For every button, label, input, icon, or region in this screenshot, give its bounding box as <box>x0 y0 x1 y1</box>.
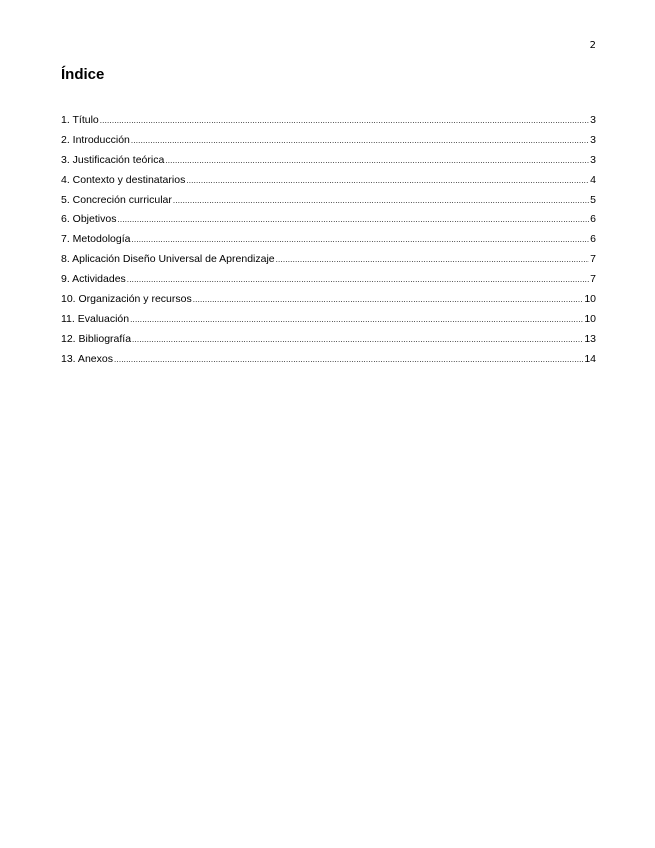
toc-dot-leader <box>173 191 589 211</box>
toc-entry-diseno-universal[interactable] <box>61 250 596 270</box>
toc-entry-page: 13 <box>584 332 596 345</box>
toc-dot-leader <box>117 210 589 230</box>
toc-entry-page: 5 <box>590 193 596 206</box>
toc-dot-leader <box>276 250 590 270</box>
toc-dot-leader <box>165 151 589 171</box>
toc-entry-label: 9. Actividades <box>61 273 126 286</box>
toc-dot-leader <box>131 131 589 151</box>
toc-entry-page: 7 <box>590 273 596 286</box>
toc-entry-actividades[interactable] <box>61 270 596 290</box>
toc-entry-page: 6 <box>590 233 596 246</box>
toc-entry-page: 10 <box>584 293 596 306</box>
toc-dot-leader <box>130 310 583 330</box>
toc-entry-label: 10. Organización y recursos <box>61 293 192 306</box>
toc-title: Índice <box>61 66 105 83</box>
toc-entry-titulo[interactable] <box>61 111 596 131</box>
toc-entry-introduccion[interactable] <box>61 131 596 151</box>
toc-dot-leader <box>132 330 583 350</box>
toc-entry-label: 8. Aplicación Diseño Universal de Aprendizaje <box>61 253 275 266</box>
toc-entry-metodologia[interactable] <box>61 230 596 250</box>
toc-entry-organizacion[interactable] <box>61 290 596 310</box>
toc-entry-evaluacion[interactable] <box>61 310 596 330</box>
toc-entry-label: 13. Anexos <box>61 352 113 365</box>
toc-entry-objetivos[interactable] <box>61 210 596 230</box>
toc-entry-label: 1. Título <box>61 114 99 126</box>
toc-entry-page: 3 <box>590 133 596 146</box>
toc-dot-leader <box>193 290 584 310</box>
toc-entry-page: 14 <box>584 352 596 365</box>
toc-dot-leader <box>127 270 589 290</box>
toc-entry-concrecion[interactable] <box>61 191 596 211</box>
table-of-contents <box>61 111 596 370</box>
toc-entry-label: 7. Metodología <box>61 233 131 246</box>
toc-entry-label: 11. Evaluación <box>61 312 130 325</box>
toc-entry-label: 5. Concreción curricular <box>61 193 172 206</box>
toc-entry-page: 4 <box>590 173 596 186</box>
toc-entry-label: 3. Justificación teórica <box>61 153 165 166</box>
toc-entry-label: 4. Contexto y destinatarios <box>61 173 186 186</box>
toc-entry-bibliografia[interactable] <box>61 330 596 350</box>
toc-entry-page: 3 <box>590 114 596 126</box>
toc-dot-leader <box>131 230 589 250</box>
toc-entry-page: 3 <box>590 153 596 166</box>
toc-entry-label: 6. Objetivos <box>61 213 117 226</box>
toc-dot-leader <box>114 350 583 370</box>
page-number: 2 <box>589 40 596 51</box>
toc-entry-label: 12. Bibliografía <box>61 332 132 345</box>
toc-entry-label: 2. Introducción <box>61 133 130 146</box>
toc-entry-page: 6 <box>590 213 596 226</box>
toc-entry-page: 7 <box>590 253 596 266</box>
toc-dot-leader <box>186 171 589 191</box>
toc-entry-justificacion[interactable] <box>61 151 596 171</box>
toc-entry-contexto[interactable] <box>61 171 596 191</box>
toc-dot-leader <box>100 111 589 131</box>
toc-entry-page: 10 <box>584 312 596 325</box>
toc-entry-anexos[interactable] <box>61 350 596 370</box>
